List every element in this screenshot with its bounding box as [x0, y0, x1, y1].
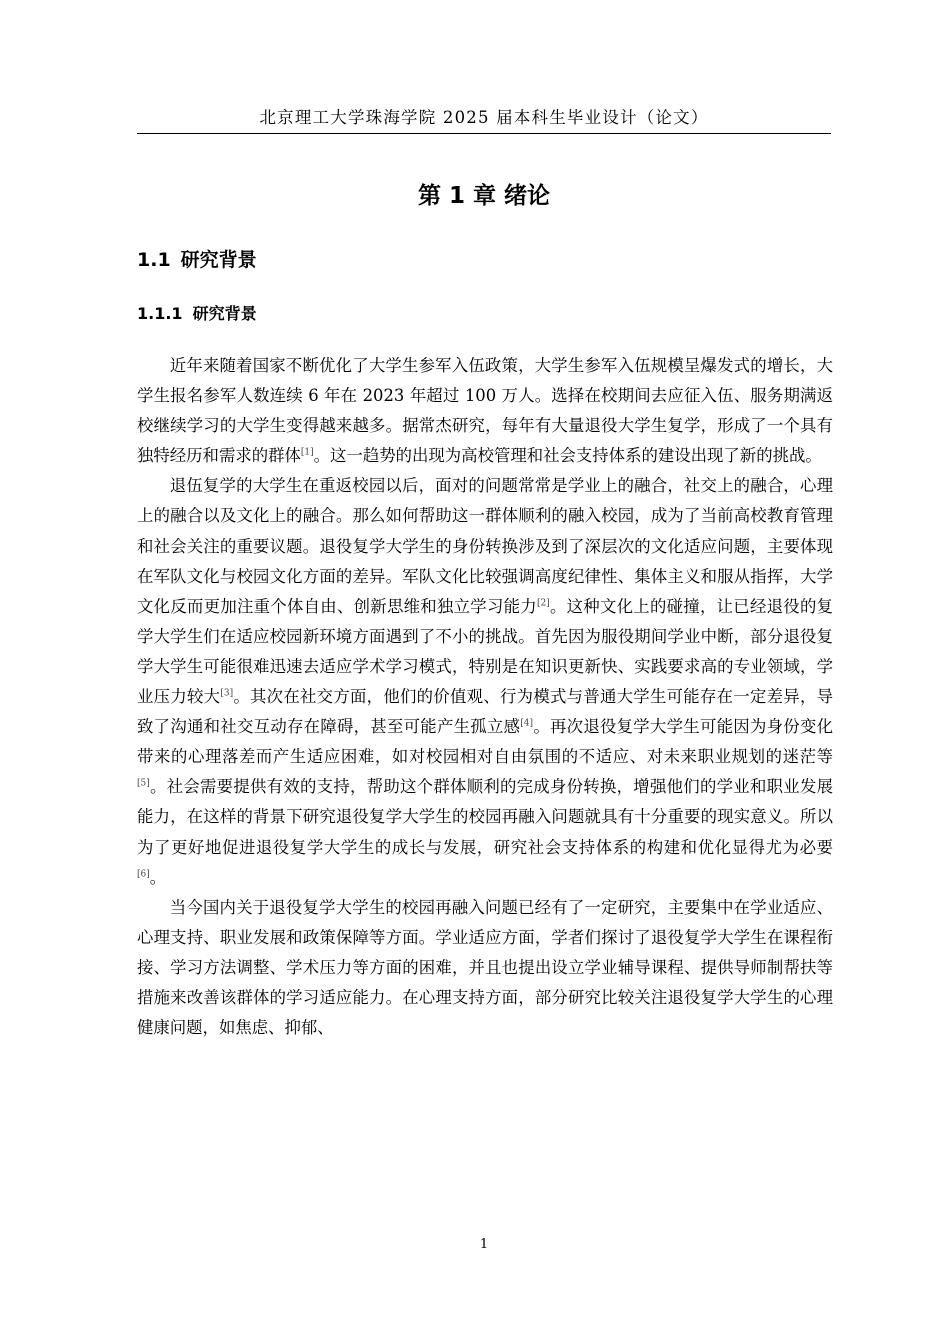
citation-marker: [1] — [300, 447, 314, 458]
citation-marker: [3] — [220, 688, 234, 699]
citation-marker: [6] — [137, 869, 150, 880]
citation-marker: [5] — [137, 778, 150, 789]
page-number: 1 — [479, 1237, 489, 1252]
section-title-text: 研究背景 — [180, 249, 257, 271]
citation-marker: [4] — [520, 718, 534, 729]
paragraph — [137, 351, 833, 471]
running-header: 北京理工大学珠海学院 2025 届本科生毕业设计（论文） — [259, 108, 709, 127]
text-run: 退伍复学的大学生在重返校园以后，面对的问题常常是学业上的融合，社交上的融合，心理上的融合以及文化上的融合。那么如何帮助这一群体顺利的融入校园，成为了当前高校教育管理和社会关注的重要议题。退役复学大学生的身份转换涉及到了深层次的文化适应问题，主要体现在军队文化与校园文化方面的差异。军队文化比较强调高度纪律性、集体主义和服从指挥，大学文化反而更加注重个体自由、创新思维和独立学习能力 — [137, 476, 833, 616]
text-run: 。这种文化上的碰撞，让已经退役的复学大学生们在适应校园新环境方面遇到了不小的挑战。首先因为服役期间学业中断，部分退役复学大学生可能很难迅速去适应学术学习模式，特别是在知识更新快、实践要求高的专业领域，学业压力较大 — [137, 596, 834, 707]
text-run: 。这一趋势的出现为高校管理和社会支持体系的建设出现了新的挑战。 — [313, 446, 822, 466]
section-number: 1.1 — [137, 249, 171, 271]
paragraph — [137, 471, 833, 892]
text-run: 。 — [149, 867, 167, 887]
text-run: 。再次退役复学大学生可能因为身份变化带来的心理落差而产生适应困难，如对校园相对自由氛围的不适应、对未来职业规划的迷茫等 — [137, 717, 834, 767]
citation-marker: [2] — [536, 598, 550, 609]
subsection-number: 1.1.1 — [137, 304, 183, 323]
subsection-heading — [137, 302, 257, 326]
text-run: 当今国内关于退役复学大学生的校园再融入问题已经有了一定研究，主要集中在学业适应、心理支持、职业发展和政策保障等方面。学业适应方面，学者们探讨了退役复学大学生在课程衔接、学习方法调整、学术压力等方面的困难，并且也提出设立学业辅导课程、提供导师制帮扶等措施来改善该群体的学习适应能力。在心理支持方面，部分研究比较关注退役复学大学生的心理健康问题，如焦虑、抑郁、 — [137, 897, 833, 1038]
chapter-title: 第 1 章 绪论 — [417, 183, 551, 209]
body-text — [137, 351, 833, 1043]
header-divider — [137, 133, 831, 134]
text-run: 。社会需要提供有效的支持，帮助这个群体顺利的完成身份转换，增强他们的学业和职业发展能力，在这样的背景下研究退役复学大学生的校园再融入问题就具有十分重要的现实意义。所以为了更好地促进退役复学大学生的成长与发展，研究社会支持体系的构建和优化显得尤为必要 — [137, 777, 833, 857]
section-heading — [137, 246, 257, 274]
text-run: 近年来随着国家不断优化了大学生参军入伍政策，大学生参军入伍规模呈爆发式的增长，大学生报名参军人数连续 6 年在 2023 年超过 100 万人。选择在校期间去应征入伍、服务期满返校继续学习的大学生变得越来越多。据常杰研究，每年有大量退役大学生复学，形成了一个具有独特经历和需求的群体 — [137, 356, 833, 466]
text-run: 。其次在社交方面，他们的价值观、行为模式与普通大学生可能存在一定差异，导致了沟通和社交互动存在障碍，甚至可能产生孤立感 — [137, 687, 834, 737]
subsection-title-text: 研究背景 — [192, 304, 257, 323]
paragraph — [137, 893, 833, 1043]
